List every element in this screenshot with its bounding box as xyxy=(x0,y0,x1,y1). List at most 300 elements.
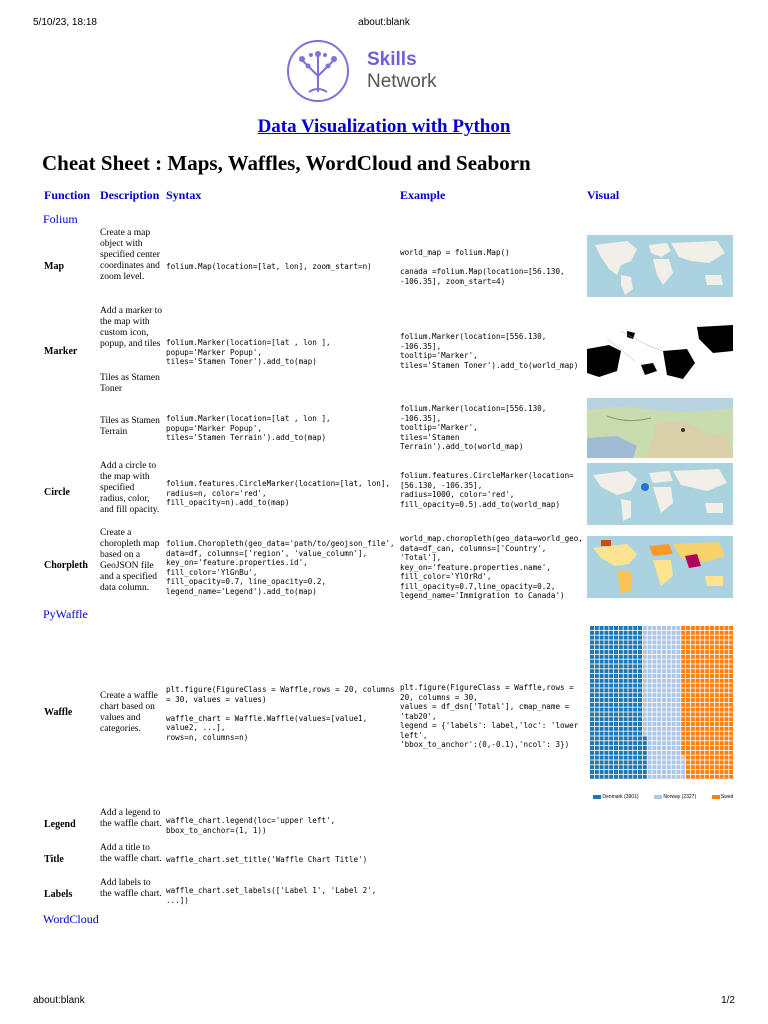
waffle-cell xyxy=(700,655,704,659)
waffle-cell xyxy=(710,727,714,731)
waffle-cell xyxy=(700,760,704,764)
waffle-cell xyxy=(628,770,632,774)
waffle-cell xyxy=(729,760,733,764)
waffle-cell xyxy=(691,664,695,668)
waffle-cell xyxy=(686,688,690,692)
waffle-cell xyxy=(628,736,632,740)
waffle-cell xyxy=(662,698,666,702)
waffle-cell xyxy=(720,722,724,726)
waffle-cell xyxy=(600,693,604,697)
waffle-cell xyxy=(724,674,728,678)
legend-swatch xyxy=(593,795,601,799)
waffle-cell xyxy=(633,698,637,702)
waffle-cell xyxy=(705,765,709,769)
waffle-cell xyxy=(715,636,719,640)
waffle-cell xyxy=(691,626,695,630)
waffle-cell xyxy=(696,746,700,750)
waffle-cell xyxy=(667,770,671,774)
waffle-cell xyxy=(672,732,676,736)
waffle-cell xyxy=(638,703,642,707)
waffle-cell xyxy=(614,660,618,664)
waffle-cell xyxy=(681,712,685,716)
waffle-cell xyxy=(691,708,695,712)
waffle-cell xyxy=(604,636,608,640)
waffle-cell xyxy=(691,631,695,635)
waffle-cell xyxy=(609,645,613,649)
waffle-cell xyxy=(667,703,671,707)
column-header-example: Example xyxy=(400,188,446,202)
waffle-cell xyxy=(662,669,666,673)
function-name: Circle xyxy=(44,487,70,498)
waffle-cell xyxy=(648,703,652,707)
waffle-cell xyxy=(676,736,680,740)
waffle-cell xyxy=(600,679,604,683)
waffle-cell xyxy=(724,732,728,736)
waffle-cell xyxy=(691,674,695,678)
waffle-cell xyxy=(633,679,637,683)
waffle-cell xyxy=(681,645,685,649)
waffle-cell xyxy=(648,756,652,760)
waffle-cell xyxy=(686,674,690,678)
waffle-cell xyxy=(648,741,652,745)
waffle-cell xyxy=(609,775,613,779)
waffle-cell xyxy=(672,660,676,664)
waffle-cell xyxy=(595,722,599,726)
waffle-cell xyxy=(729,636,733,640)
waffle-cell xyxy=(715,664,719,668)
waffle-cell xyxy=(672,741,676,745)
waffle-cell xyxy=(600,645,604,649)
waffle-cell xyxy=(724,756,728,760)
waffle-cell xyxy=(724,640,728,644)
waffle-cell xyxy=(643,645,647,649)
waffle-cell xyxy=(657,674,661,678)
waffle-cell xyxy=(720,775,724,779)
waffle-cell xyxy=(624,727,628,731)
waffle-cell xyxy=(720,650,724,654)
waffle-cell xyxy=(652,655,656,659)
waffle-cell xyxy=(600,674,604,678)
waffle-cell xyxy=(672,765,676,769)
waffle-cell xyxy=(638,664,642,668)
waffle-cell xyxy=(619,655,623,659)
waffle-cell xyxy=(619,736,623,740)
waffle-cell xyxy=(667,684,671,688)
waffle-cell xyxy=(614,727,618,731)
waffle-cell xyxy=(595,688,599,692)
waffle-cell xyxy=(652,674,656,678)
page-subtitle: Cheat Sheet : Maps, Waffles, WordCloud and Seaborn xyxy=(42,151,531,175)
waffle-cell xyxy=(648,631,652,635)
waffle-cell xyxy=(624,760,628,764)
waffle-cell xyxy=(700,712,704,716)
waffle-cell xyxy=(604,679,608,683)
waffle-cell xyxy=(652,660,656,664)
waffle-cell xyxy=(590,645,594,649)
waffle-cell xyxy=(729,756,733,760)
print-header xyxy=(0,17,768,31)
waffle-cell xyxy=(614,732,618,736)
waffle-cell xyxy=(729,688,733,692)
waffle-cell xyxy=(700,669,704,673)
waffle-cell xyxy=(648,636,652,640)
waffle-cell xyxy=(672,684,676,688)
waffle-cell xyxy=(724,765,728,769)
waffle-cell xyxy=(609,679,613,683)
waffle-cell xyxy=(600,655,604,659)
waffle-cell xyxy=(614,708,618,712)
waffle-cell xyxy=(729,640,733,644)
waffle-cell xyxy=(643,703,647,707)
waffle-cell xyxy=(657,775,661,779)
waffle-cell xyxy=(729,631,733,635)
waffle-cell xyxy=(628,650,632,654)
waffle-cell xyxy=(691,693,695,697)
waffle-cell xyxy=(619,650,623,654)
waffle-cell xyxy=(609,626,613,630)
waffle-cell xyxy=(590,679,594,683)
waffle-cell xyxy=(686,660,690,664)
syntax-code: folium.features.CircleMarker(location=[lat, lon], radius=n, color='red', fill_opacity=n).add_to(map) xyxy=(166,479,391,507)
waffle-cell xyxy=(662,650,666,654)
waffle-cell xyxy=(724,660,728,664)
waffle-cell xyxy=(672,708,676,712)
waffle-cell xyxy=(720,679,724,683)
waffle-cell xyxy=(681,770,685,774)
waffle-cell xyxy=(715,746,719,750)
waffle-cell xyxy=(619,775,623,779)
waffle-cell xyxy=(643,732,647,736)
waffle-cell xyxy=(710,626,714,630)
waffle-cell xyxy=(676,636,680,640)
waffle-cell xyxy=(662,751,666,755)
waffle-cell xyxy=(600,698,604,702)
waffle-cell xyxy=(600,751,604,755)
waffle-cell xyxy=(590,660,594,664)
waffle-cell xyxy=(628,660,632,664)
waffle-cell xyxy=(614,698,618,702)
waffle-cell xyxy=(638,746,642,750)
waffle-cell xyxy=(657,688,661,692)
waffle-cell xyxy=(648,684,652,688)
waffle-cell xyxy=(662,688,666,692)
waffle-cell xyxy=(724,698,728,702)
waffle-cell xyxy=(652,751,656,755)
waffle-cell xyxy=(624,756,628,760)
waffle-cell xyxy=(633,741,637,745)
waffle-cell xyxy=(676,717,680,721)
waffle-cell xyxy=(667,688,671,692)
waffle-cell xyxy=(710,664,714,668)
waffle-cell xyxy=(643,708,647,712)
waffle-cell xyxy=(700,765,704,769)
waffle-cell xyxy=(715,722,719,726)
waffle-cell xyxy=(724,664,728,668)
function-name: Marker xyxy=(44,346,78,357)
waffle-legend xyxy=(593,794,733,804)
waffle-cell xyxy=(648,732,652,736)
waffle-cell xyxy=(600,741,604,745)
waffle-cell xyxy=(624,746,628,750)
page-title-link[interactable]: Data Visualization with Python xyxy=(257,116,511,137)
waffle-cell xyxy=(724,708,728,712)
waffle-cell xyxy=(720,631,724,635)
function-name: Labels xyxy=(44,889,73,900)
waffle-cell xyxy=(696,727,700,731)
waffle-cell xyxy=(686,717,690,721)
waffle-cell xyxy=(657,698,661,702)
waffle-cell xyxy=(638,732,642,736)
waffle-cell xyxy=(643,760,647,764)
waffle-cell xyxy=(628,684,632,688)
function-description: Add a legend to the waffle chart. xyxy=(100,808,162,829)
waffle-cell xyxy=(720,712,724,716)
choropleth-map-visual xyxy=(587,536,733,598)
waffle-cell xyxy=(681,775,685,779)
waffle-cell xyxy=(691,722,695,726)
waffle-cell xyxy=(720,760,724,764)
waffle-cell xyxy=(681,650,685,654)
waffle-cell xyxy=(652,775,656,779)
waffle-cell xyxy=(600,712,604,716)
waffle-cell xyxy=(614,751,618,755)
waffle-cell xyxy=(628,746,632,750)
waffle-cell xyxy=(609,698,613,702)
waffle-cell xyxy=(628,674,632,678)
waffle-cell xyxy=(600,688,604,692)
waffle-cell xyxy=(667,736,671,740)
waffle-cell xyxy=(633,684,637,688)
waffle-cell xyxy=(720,736,724,740)
waffle-cell xyxy=(710,640,714,644)
waffle-cell xyxy=(710,756,714,760)
waffle-cell xyxy=(633,669,637,673)
waffle-cell xyxy=(710,765,714,769)
waffle-cell xyxy=(614,712,618,716)
waffle-cell xyxy=(667,664,671,668)
waffle-cell xyxy=(676,640,680,644)
waffle-cell xyxy=(662,722,666,726)
waffle-cell xyxy=(676,664,680,668)
waffle-cell xyxy=(720,717,724,721)
waffle-cell xyxy=(638,631,642,635)
waffle-cell xyxy=(624,674,628,678)
waffle-cell xyxy=(686,741,690,745)
waffle-cell xyxy=(672,770,676,774)
waffle-cell xyxy=(609,684,613,688)
waffle-cell xyxy=(681,722,685,726)
waffle-cell xyxy=(672,712,676,716)
waffle-cell xyxy=(595,708,599,712)
waffle-cell xyxy=(667,640,671,644)
waffle-cell xyxy=(681,626,685,630)
waffle-cell xyxy=(590,650,594,654)
waffle-cell xyxy=(696,688,700,692)
waffle-cell xyxy=(657,712,661,716)
waffle-cell xyxy=(633,636,637,640)
waffle-cell xyxy=(609,664,613,668)
waffle-cell xyxy=(729,751,733,755)
waffle-cell xyxy=(628,655,632,659)
waffle-cell xyxy=(710,674,714,678)
waffle-cell xyxy=(667,698,671,702)
waffle-cell xyxy=(720,732,724,736)
waffle-cell xyxy=(710,669,714,673)
waffle-cell xyxy=(696,660,700,664)
waffle-cell xyxy=(715,631,719,635)
waffle-cell xyxy=(705,636,709,640)
waffle-cell xyxy=(648,664,652,668)
waffle-cell xyxy=(609,736,613,740)
waffle-cell xyxy=(652,631,656,635)
waffle-cell xyxy=(595,698,599,702)
waffle-cell xyxy=(700,751,704,755)
waffle-cell xyxy=(705,679,709,683)
waffle-cell xyxy=(604,669,608,673)
waffle-cell xyxy=(614,746,618,750)
waffle-cell xyxy=(681,669,685,673)
waffle-cell xyxy=(590,626,594,630)
waffle-grid xyxy=(587,625,733,805)
waffle-cell xyxy=(700,703,704,707)
waffle-cell xyxy=(710,636,714,640)
waffle-cell xyxy=(705,703,709,707)
waffle-cell xyxy=(657,760,661,764)
waffle-cell xyxy=(710,645,714,649)
waffle-cell xyxy=(652,770,656,774)
waffle-cell xyxy=(681,698,685,702)
waffle-cell xyxy=(729,765,733,769)
waffle-cell xyxy=(686,626,690,630)
waffle-cell xyxy=(662,640,666,644)
print-page-title: about:blank xyxy=(358,17,410,28)
waffle-cell xyxy=(614,756,618,760)
waffle-cell xyxy=(710,655,714,659)
waffle-cell xyxy=(672,722,676,726)
waffle-cell xyxy=(667,732,671,736)
waffle-cell xyxy=(700,741,704,745)
waffle-cell xyxy=(667,679,671,683)
tree-icon xyxy=(287,40,349,102)
waffle-cell xyxy=(700,698,704,702)
waffle-cell xyxy=(638,698,642,702)
waffle-cell xyxy=(705,751,709,755)
waffle-cell xyxy=(691,712,695,716)
stamen-terrain-map-visual xyxy=(587,398,733,458)
waffle-cell xyxy=(604,703,608,707)
waffle-cell xyxy=(633,751,637,755)
waffle-cell xyxy=(614,722,618,726)
waffle-cell xyxy=(686,693,690,697)
waffle-cell xyxy=(633,765,637,769)
waffle-cell xyxy=(590,741,594,745)
waffle-cell xyxy=(681,765,685,769)
waffle-cell xyxy=(652,756,656,760)
waffle-cell xyxy=(676,674,680,678)
waffle-cell xyxy=(729,770,733,774)
waffle-cell xyxy=(705,655,709,659)
waffle-cell xyxy=(652,736,656,740)
waffle-cell xyxy=(652,727,656,731)
waffle-cell xyxy=(696,741,700,745)
legend-label: Norway (2327) xyxy=(663,794,697,800)
legend-label: Denmark (3901) xyxy=(602,794,639,800)
waffle-cell xyxy=(686,698,690,702)
waffle-cell xyxy=(696,664,700,668)
waffle-cell xyxy=(700,727,704,731)
waffle-cell xyxy=(700,756,704,760)
waffle-cell xyxy=(628,775,632,779)
waffle-cell xyxy=(638,760,642,764)
waffle-cell xyxy=(700,679,704,683)
waffle-cell xyxy=(720,765,724,769)
waffle-cell xyxy=(652,732,656,736)
print-footer xyxy=(0,995,768,1009)
waffle-cell xyxy=(710,688,714,692)
waffle-cell xyxy=(609,712,613,716)
waffle-cell xyxy=(720,655,724,659)
waffle-cell xyxy=(667,775,671,779)
waffle-cell xyxy=(643,650,647,654)
waffle-cell xyxy=(619,765,623,769)
waffle-cell xyxy=(643,712,647,716)
waffle-cell xyxy=(652,717,656,721)
circle-marker-map-visual xyxy=(587,463,733,525)
function-description: Create a waffle chart based on values and categories. xyxy=(100,691,158,734)
waffle-cell xyxy=(729,703,733,707)
world-map-visual xyxy=(587,235,733,297)
waffle-cell xyxy=(676,655,680,659)
waffle-cell xyxy=(691,751,695,755)
waffle-cell xyxy=(676,631,680,635)
waffle-cell xyxy=(715,698,719,702)
waffle-cell xyxy=(633,770,637,774)
waffle-cell xyxy=(643,770,647,774)
waffle-cell xyxy=(628,722,632,726)
waffle-cell xyxy=(590,698,594,702)
waffle-cell xyxy=(710,698,714,702)
waffle-cell xyxy=(590,636,594,640)
waffle-cell xyxy=(604,722,608,726)
waffle-cell xyxy=(628,741,632,745)
waffle-cell xyxy=(633,760,637,764)
waffle-cell xyxy=(624,741,628,745)
waffle-cell xyxy=(724,741,728,745)
waffle-cell xyxy=(619,741,623,745)
waffle-cell xyxy=(590,765,594,769)
waffle-cell xyxy=(715,645,719,649)
waffle-cell xyxy=(696,645,700,649)
logo-text-skills: Skills xyxy=(367,49,417,70)
waffle-cell xyxy=(648,775,652,779)
waffle-cell xyxy=(681,693,685,697)
waffle-cell xyxy=(600,717,604,721)
waffle-cell xyxy=(628,698,632,702)
waffle-cell xyxy=(696,717,700,721)
waffle-cell xyxy=(604,756,608,760)
waffle-cell xyxy=(633,660,637,664)
waffle-cell xyxy=(648,688,652,692)
waffle-cell xyxy=(590,770,594,774)
waffle-cell xyxy=(662,645,666,649)
waffle-cell xyxy=(614,674,618,678)
waffle-cell xyxy=(619,756,623,760)
waffle-cell xyxy=(705,756,709,760)
waffle-cell xyxy=(628,712,632,716)
waffle-cell xyxy=(686,712,690,716)
waffle-cell xyxy=(595,660,599,664)
section-folium: Folium xyxy=(43,212,78,226)
